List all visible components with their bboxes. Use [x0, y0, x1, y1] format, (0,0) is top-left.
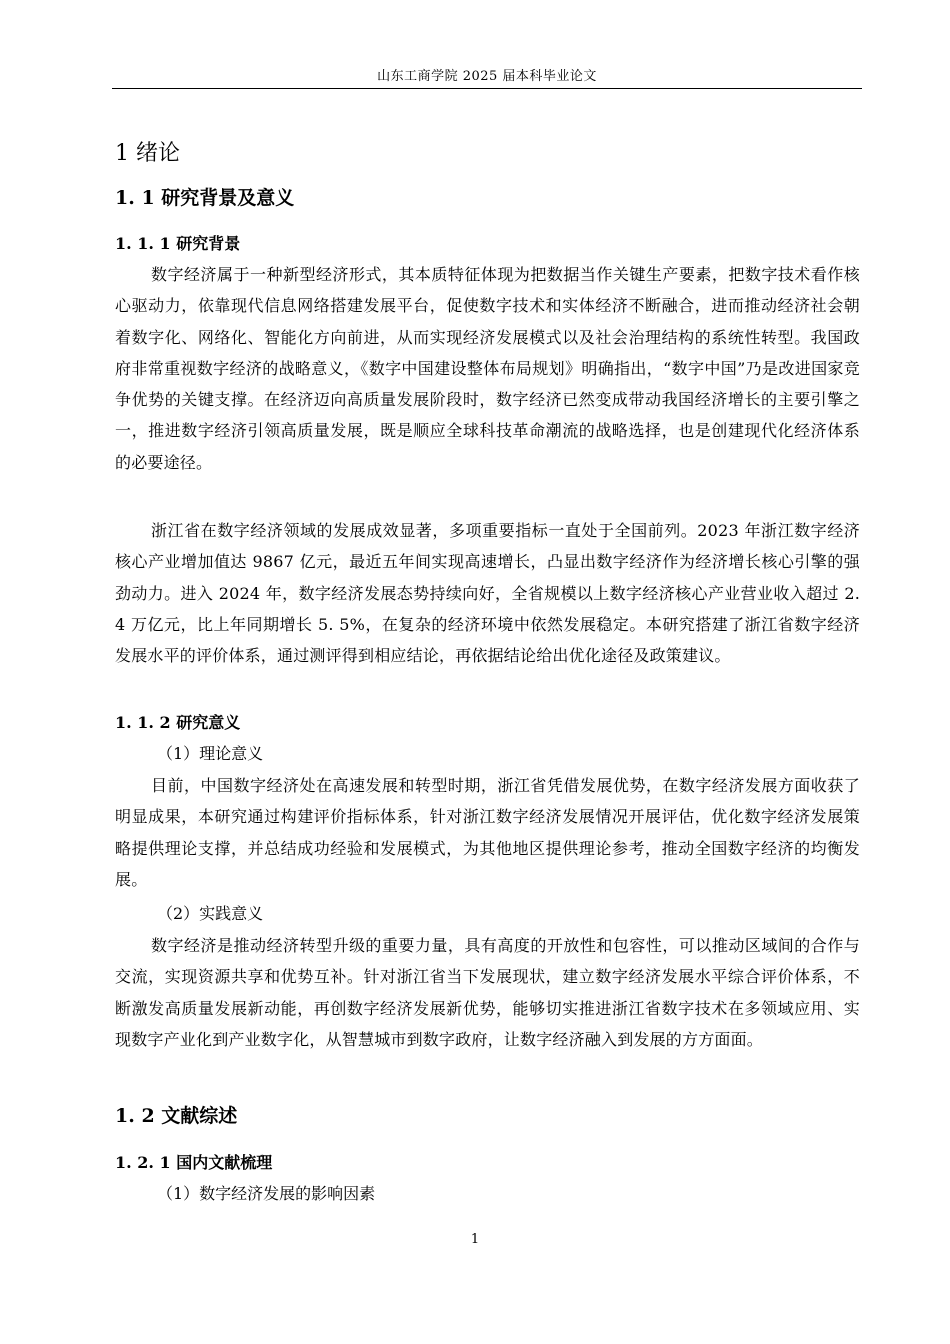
list-label-practical-significance: （2）实践意义 [157, 904, 264, 923]
subsection-heading-1-2-1: 1. 2. 1 国内文献梳理 [115, 1153, 273, 1172]
list-label-influencing-factors: （1）数字经济发展的影响因素 [157, 1184, 376, 1203]
subsection-heading-1-1-1: 1. 1. 1 研究背景 [115, 234, 241, 253]
chapter-title: 1 绪论 [115, 141, 180, 166]
header-divider [112, 88, 862, 89]
paragraph-research-background-1: 数字经济属于一种新型经济形式，其本质特征体现为把数据当作关键生产要素，把数字技术看作核心驱动力，依靠现代信息网络搭建发展平台，促使数字技术和实体经济不断融合，进而推动经济社会朝着数字化、网络化、智能化方向前进，从而实现经济发展模式以及社会治理结构的系统性转型。我国政府非常重视数字经济的战略意义，《数字中国建设整体布局规划》明确指出，“数字中国”乃是改进国家竞争优势的关键支撑。在经济迈向高质量发展阶段时，数字经济已然变成带动我国经济增长的主要引擎之一，推进数字经济引领高质量发展，既是顺应全球科技革命潮流的战略选择，也是创建现代化经济体系的必要途径。 [115, 265, 860, 472]
paragraph-research-background-2: 浙江省在数字经济领域的发展成效显著，多项重要指标一直处于全国前列。2023 年浙江数字经济核心产业增加值达 9867 亿元，最近五年间实现高速增长，凸显出数字经济作为经济增长核心引擎的强劲动力。进入 2024 年，数字经济发展态势持续向好，全省规模以上数字经济核心产业营业收入超过 2. 4 万亿元，比上年同期增长 5. 5%，在复杂的经济环境中依然发展稳定。本研究搭建了浙江省数字经济发展水平的评价体系，通过测评得到相应结论，再依据结论给出优化途径及政策建议。 [115, 521, 860, 666]
running-header: 山东工商学院 2025 届本科毕业论文 [377, 69, 597, 84]
paragraph-practical-significance: 数字经济是推动经济转型升级的重要力量，具有高度的开放性和包容性，可以推动区域间的合作与交流，实现资源共享和优势互补。针对浙江省当下发展现状，建立数字经济发展水平综合评价体系，不断激发高质量发展新动能，再创数字经济发展新优势，能够切实推进浙江省数字技术在多领域应用、实现数字产业化到产业数字化，从智慧城市到数字政府，让数字经济融入到发展的方方面面。 [115, 936, 860, 1049]
page-number: 1 [470, 1232, 480, 1247]
subsection-heading-1-1-2: 1. 1. 2 研究意义 [115, 713, 241, 732]
list-label-theoretical-significance: （1）理论意义 [157, 744, 264, 763]
section-heading-1-1: 1. 1 研究背景及意义 [115, 187, 295, 209]
section-heading-1-2: 1. 2 文献综述 [115, 1105, 238, 1127]
paragraph-theoretical-significance: 目前，中国数字经济处在高速发展和转型时期，浙江省凭借发展优势，在数字经济发展方面收获了明显成果，本研究通过构建评价指标体系，针对浙江数字经济发展情况开展评估，优化数字经济发展策略提供理论支撑，并总结成功经验和发展模式，为其他地区提供理论参考，推动全国数字经济的均衡发展。 [115, 776, 860, 889]
